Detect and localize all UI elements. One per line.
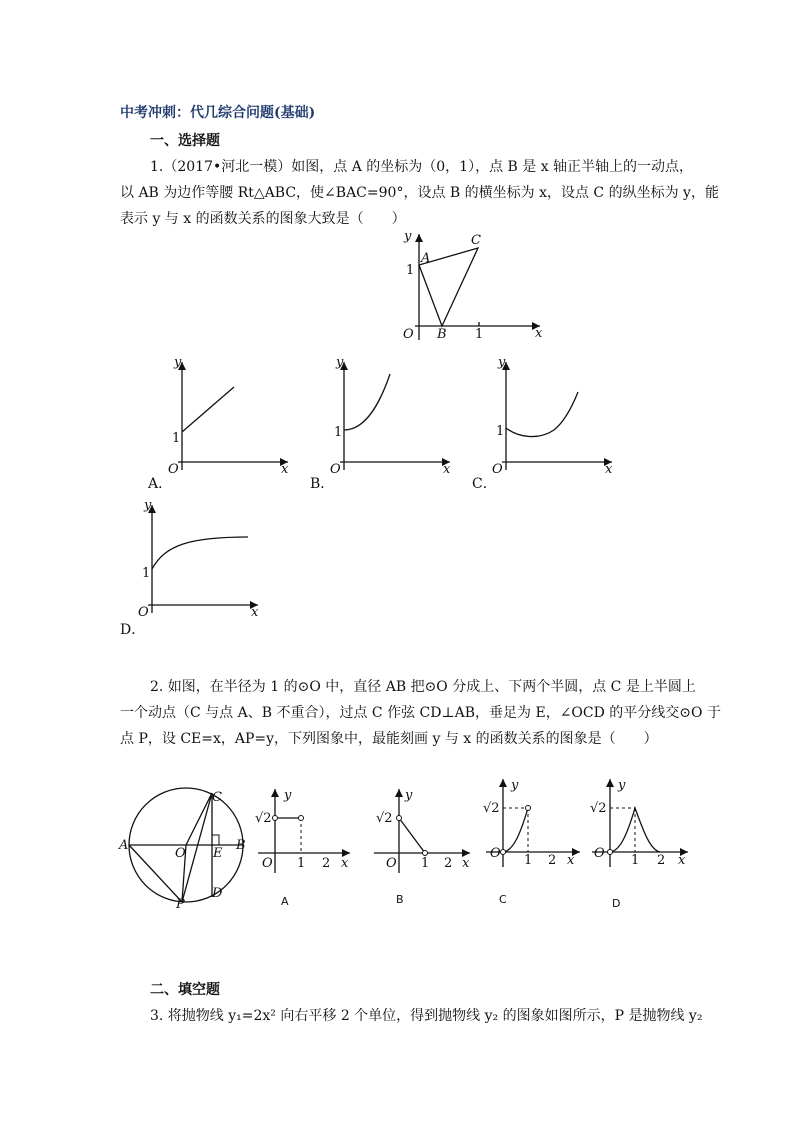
point-label-a: A	[119, 838, 129, 853]
q2-text-line2: 一个动点（C 与点 A、B 不重合），过点 C 作弦 CD⊥AB，垂足为 E，∠OCD 的平分线交⊙O 于	[120, 705, 721, 721]
q3-text-line1: 3. 将抛物线 y₁=2x² 向右平移 2 个单位，得到抛物线 y₂ 的图象如图所示，P 是抛物线 y₂	[150, 1008, 703, 1024]
q1-option-b-graph	[322, 352, 462, 477]
axis-label-y: y	[404, 229, 412, 244]
tick-label-2: 2	[322, 856, 331, 871]
axis-label-y: y	[618, 778, 626, 793]
q2-graph-d	[588, 775, 698, 870]
q1-option-a-graph	[160, 352, 300, 477]
tick-label-1: 1	[421, 856, 430, 871]
axis-label-x: x	[567, 853, 575, 868]
point-label-p: P	[176, 897, 185, 912]
axis-label-x: x	[443, 462, 451, 477]
q1-figure	[390, 228, 550, 343]
tick-label-sqrt2: √2	[483, 801, 500, 816]
tick-label-sqrt2: √2	[376, 811, 393, 826]
tick-label-sqrt2: √2	[255, 811, 272, 826]
origin-label: O	[492, 462, 503, 477]
q1-option-d-graph	[130, 495, 270, 620]
q2-option-c[interactable]: C	[499, 893, 507, 906]
origin-label: O	[262, 856, 273, 871]
q1-option-c-graph	[484, 352, 624, 477]
axis-label-y: y	[498, 355, 506, 370]
axis-label-y: y	[284, 788, 292, 803]
axis-label-x: x	[281, 462, 289, 477]
origin-label: O	[138, 605, 149, 620]
q2-graph-c	[478, 775, 588, 870]
axis-label-y: y	[336, 355, 344, 370]
tick-label-2: 2	[548, 853, 557, 868]
tick-label-x1: 1	[475, 327, 484, 342]
axis-label-y: y	[511, 778, 519, 793]
page-title: 中考冲刺：代几综合问题(基础)	[120, 105, 316, 121]
q1-text-line2: 以 AB 为边作等腰 Rt△ABC，使∠BAC=90°，设点 B 的横坐标为 x，设点 C 的纵坐标为 y，能	[120, 185, 719, 201]
q2-graph-a	[250, 785, 360, 875]
axis-label-y: y	[144, 498, 152, 513]
point-label-o: O	[175, 846, 186, 861]
q1-option-b[interactable]: B．	[310, 476, 335, 492]
q2-graph-b	[370, 785, 480, 875]
q1-option-d[interactable]: D．	[120, 622, 146, 638]
tick-label-1: 1	[297, 856, 306, 871]
tick-label-2: 2	[657, 853, 666, 868]
point-label-b: B	[236, 838, 246, 853]
q2-circle-figure	[115, 785, 255, 910]
point-label-a: A	[421, 251, 431, 266]
q1-text-line3: 表示 y 与 x 的函数关系的图象大致是（ ）	[120, 211, 406, 227]
tick-label-1: 1	[524, 853, 533, 868]
origin-label: O	[490, 846, 501, 861]
axis-label-x: x	[605, 462, 613, 477]
axis-label-x: x	[535, 326, 543, 341]
tick-label-sqrt2: √2	[590, 801, 607, 816]
tick-label-1: 1	[334, 425, 343, 440]
q2-option-b[interactable]: B	[396, 893, 404, 906]
axis-label-x: x	[678, 853, 686, 868]
axis-label-y: y	[174, 355, 182, 370]
point-label-e: E	[213, 846, 223, 861]
axis-label-y: y	[405, 788, 413, 803]
tick-label-1: 1	[172, 431, 181, 446]
origin-label: O	[594, 846, 605, 861]
origin-label: O	[403, 327, 414, 342]
tick-label-1: 1	[142, 566, 151, 581]
section-heading-fill: 二、填空题	[150, 982, 220, 998]
origin-label: O	[386, 856, 397, 871]
tick-label-1: 1	[496, 424, 505, 439]
origin-label: O	[168, 462, 179, 477]
tick-label-y1: 1	[406, 263, 415, 278]
q2-text-line3: 点 P，设 CE=x，AP=y，下列图象中，最能刻画 y 与 x 的函数关系的图象是（ ）	[120, 731, 658, 747]
point-label-d: D	[212, 886, 223, 901]
q2-text-line1: 2. 如图，在半径为 1 的⊙O 中，直径 AB 把⊙O 分成上、下两个半圆，点 C 是上半圆上	[150, 679, 696, 695]
section-heading-choice: 一、选择题	[150, 133, 220, 149]
tick-label-1: 1	[631, 853, 640, 868]
point-label-c: C	[471, 233, 481, 248]
axis-label-x: x	[251, 605, 259, 620]
origin-label: O	[330, 462, 341, 477]
point-label-b: B	[437, 327, 447, 342]
q2-option-d[interactable]: D	[612, 897, 621, 910]
q1-option-a[interactable]: A．	[148, 476, 173, 492]
tick-label-2: 2	[444, 856, 453, 871]
q2-option-a[interactable]: A	[281, 895, 289, 908]
axis-label-x: x	[341, 856, 349, 871]
axis-label-x: x	[462, 856, 470, 871]
q1-option-c[interactable]: C．	[472, 476, 497, 492]
point-label-c: C	[212, 790, 222, 805]
q1-text-line1: 1.（2017•河北一模）如图，点 A 的坐标为（0，1），点 B 是 x 轴正半轴上的一动点，	[150, 159, 694, 175]
